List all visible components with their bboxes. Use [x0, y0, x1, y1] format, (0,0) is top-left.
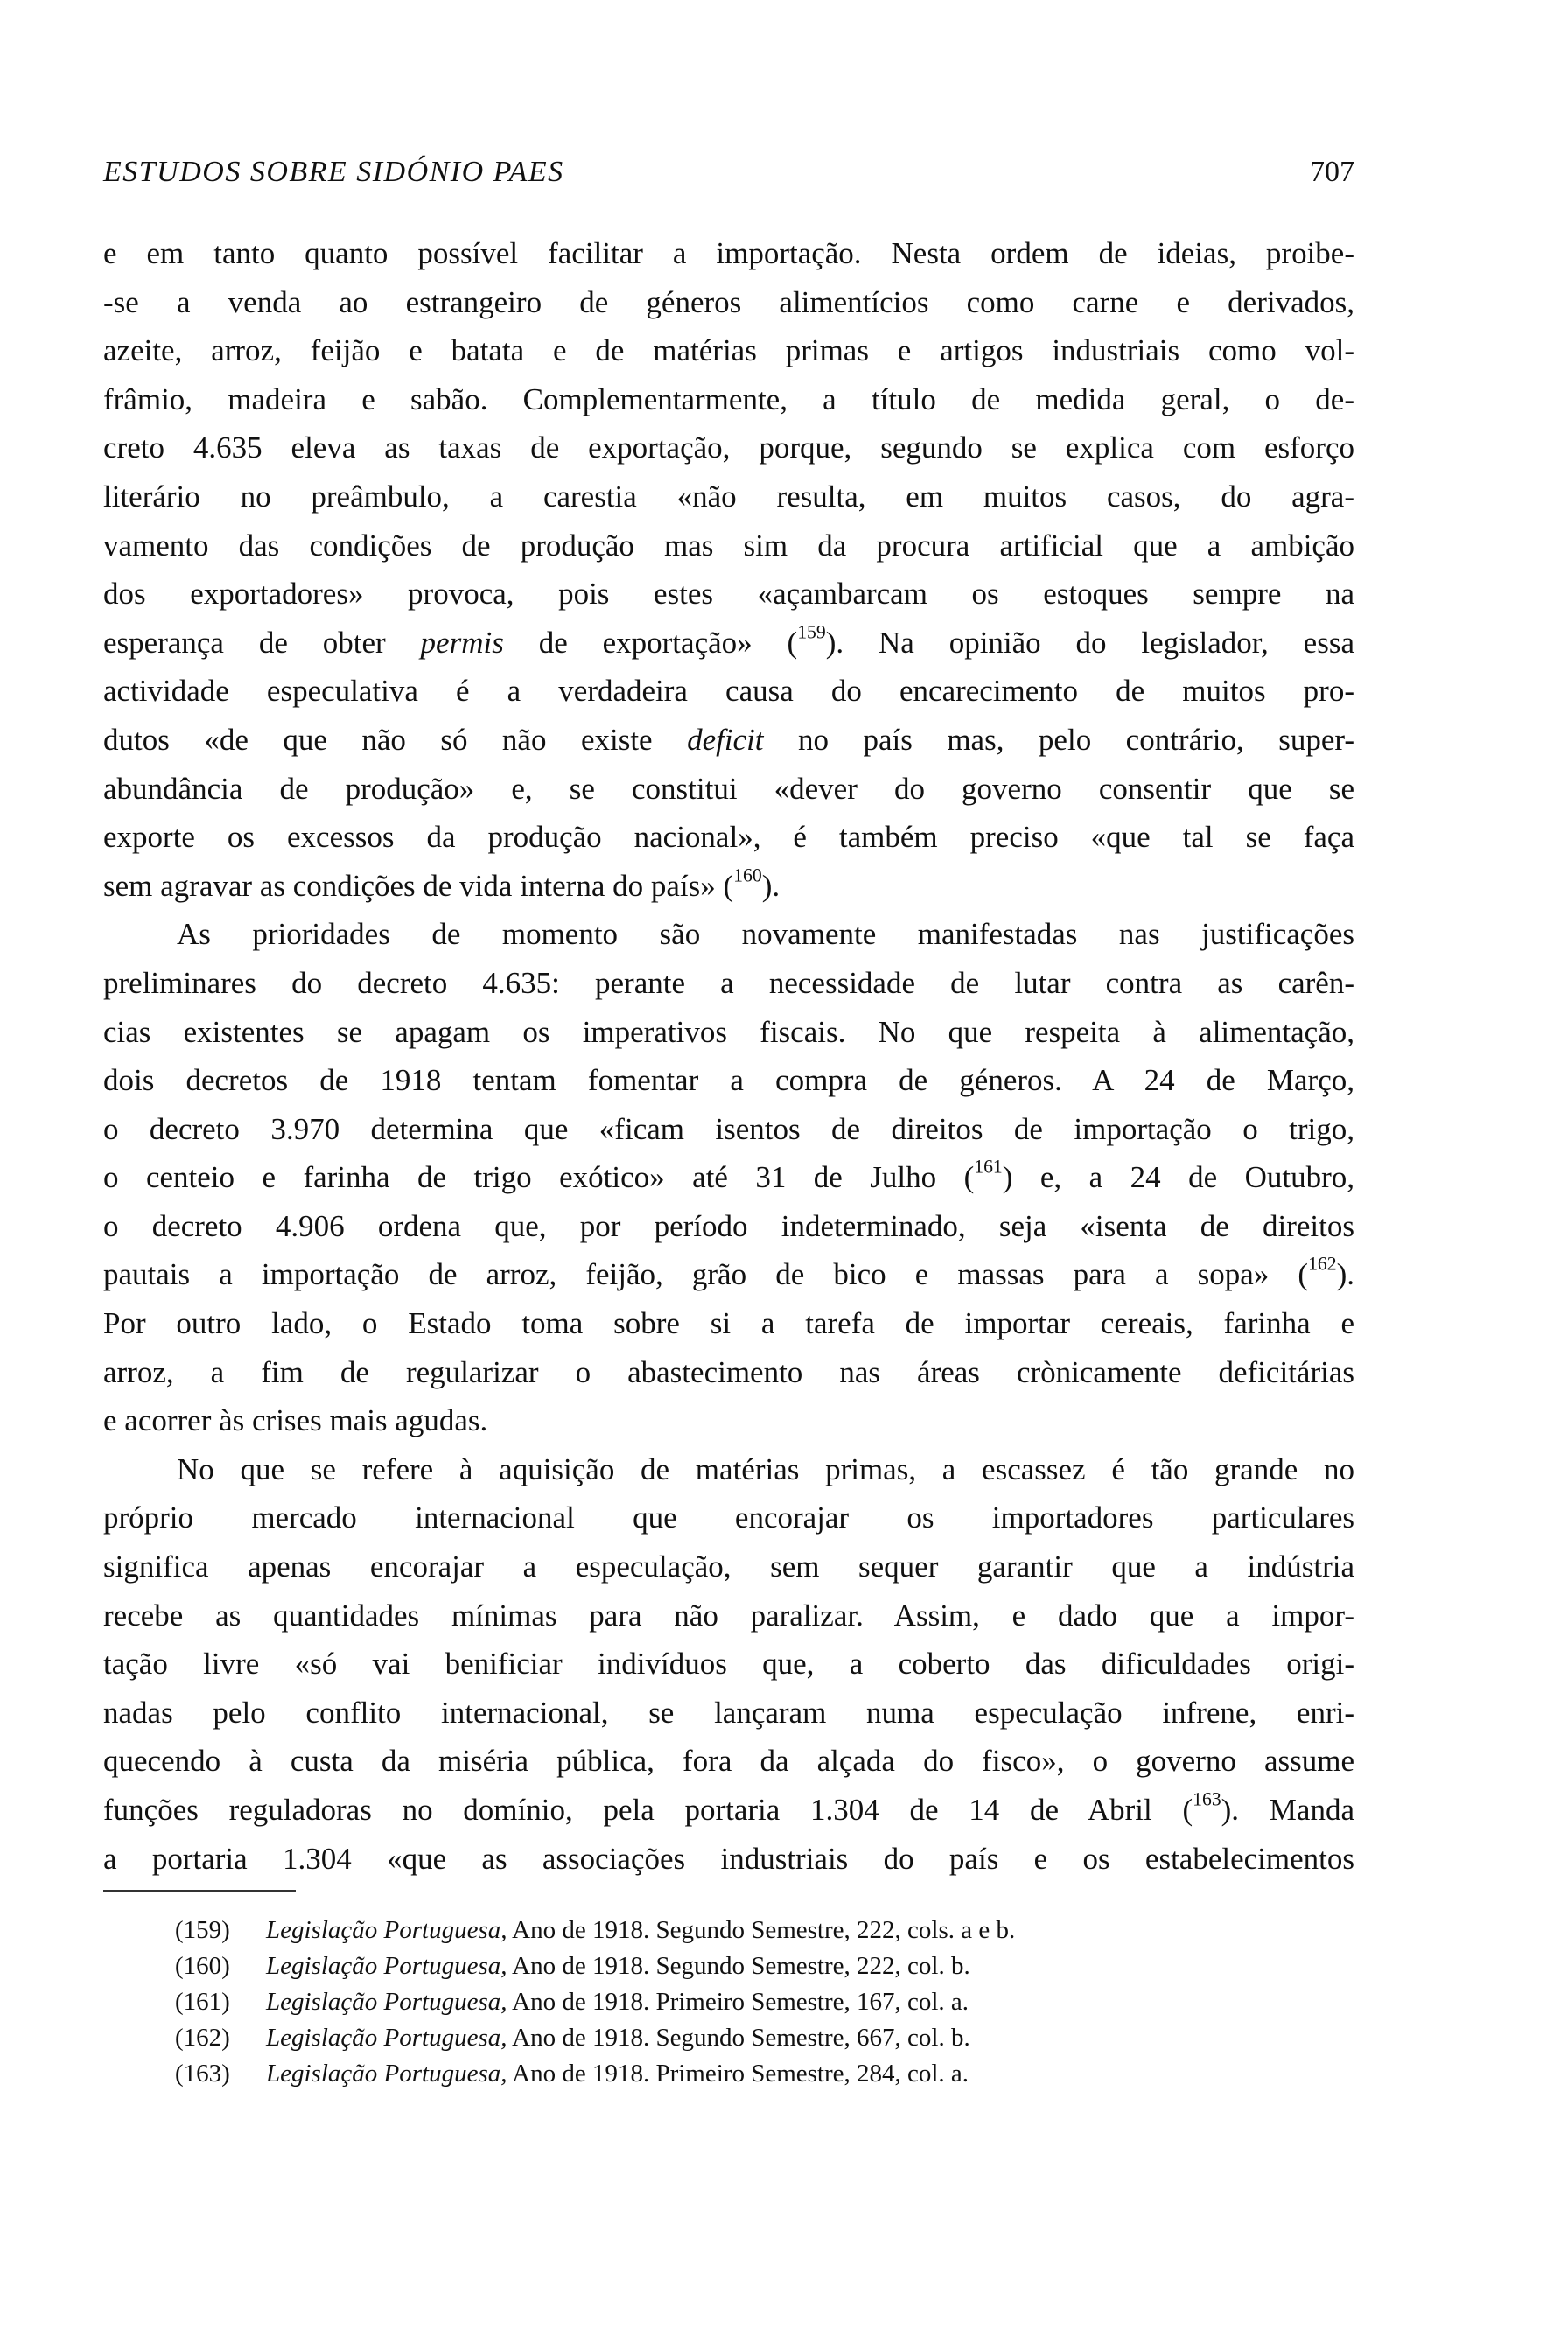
page-number: 707	[1310, 156, 1354, 188]
text-line: o decreto 4.906 ordena que, por período indeterminado, seja «isenta de direitos	[103, 1208, 1354, 1243]
text-line: exporte os excessos da produção nacional», é também preciso «que tal se faça	[103, 820, 1354, 855]
footnote-ref: 161	[974, 1157, 1003, 1178]
footnote	[175, 1948, 1312, 1984]
footnote-number: (160)	[175, 1952, 230, 1980]
footnote-divider	[103, 1890, 296, 1892]
text-line: recebe as quantidades mínimas para não paralizar. Assim, e dado que a impor-	[103, 1598, 1354, 1633]
text-line: quecendo à custa da miséria pública, fora da alçada do fisco», o governo assume	[103, 1744, 1354, 1779]
text-line: literário no preâmbulo, a carestia «não resulta, em muitos casos, do agra-	[103, 479, 1354, 514]
text-line: e em tanto quanto possível facilitar a importação. Nesta ordem de ideias, proibe-	[103, 236, 1354, 270]
footnote	[175, 2020, 1312, 2056]
footnote-source: Legislação Portuguesa,	[266, 1916, 508, 1944]
italic-term: permis	[420, 625, 504, 660]
text-line: As prioridades de momento são novamente manifestadas nas justificações	[177, 917, 1354, 952]
footnote-ref: 163	[1193, 1788, 1222, 1810]
running-header	[103, 150, 1354, 194]
footnote-ref: 160	[733, 864, 762, 886]
text-line: Por outro lado, o Estado toma sobre si a tarefa de importar cereais, farinha e	[103, 1306, 1354, 1341]
footnote-text: Ano de 1918. Primeiro Semestre, 167, col. a.	[507, 1988, 970, 2016]
footnotes	[175, 1913, 1312, 2092]
text-line: o centeio e farinha de trigo exótico» até 31 de Julho ($^{161}$) e, a 24 de Outubro,	[103, 1157, 1354, 1195]
footnote-source: Legislação Portuguesa,	[266, 2024, 508, 2052]
italic-term: deficit	[687, 722, 764, 757]
text-line: creto 4.635 eleva as taxas de exportação, porque, segundo se explica com esforço	[103, 430, 1354, 465]
footnote-number: (163)	[175, 2060, 230, 2088]
text-line: o decreto 3.970 determina que «ficam isentos de direitos de importação o trigo,	[103, 1111, 1354, 1146]
text-line: pautais a importação de arroz, feijão, grão de bico e massas para a sopa» ($^{162}$).	[103, 1254, 1354, 1292]
text-line: frâmio, madeira e sabão. Complementarmente, a título de medida geral, o de-	[103, 381, 1354, 416]
text-line: -se a venda ao estrangeiro de géneros alimentícios como carne e derivados,	[103, 284, 1354, 319]
footnote-source: Legislação Portuguesa,	[266, 1988, 508, 2016]
text-line: abundância de produção» e, se constitui «dever do governo consentir que se	[103, 771, 1354, 806]
footnote	[175, 1984, 1312, 2020]
footnote	[175, 1913, 1312, 1948]
footnote-text: Ano de 1918. Segundo Semestre, 222, cols. a e b.	[507, 1916, 1016, 1944]
running-title: ESTUDOS SOBRE SIDÓNIO PAES	[103, 156, 564, 188]
text-line: sem agravar as condições de vida interna do país» ($^{160}$).	[103, 864, 780, 903]
footnote-text: Ano de 1918. Segundo Semestre, 222, col. b.	[507, 1952, 970, 1980]
text-line: tação livre «só vai benificiar indivíduos que, a coberto das dificuldades origi-	[103, 1647, 1354, 1682]
text-line: azeite, arroz, feijão e batata e de matérias primas e artigos industriais como vol-	[103, 333, 1354, 368]
footnote-number: (159)	[175, 1916, 230, 1944]
text-line: No que se refere à aquisição de matérias primas, a escassez é tão grande no	[177, 1451, 1354, 1486]
text-line: vamento das condições de produção mas sim da procura artificial que a ambição	[103, 528, 1354, 563]
footnote-text: Ano de 1918. Segundo Semestre, 667, col. b.	[507, 2024, 970, 2052]
text-line: dos exportadores» provoca, pois estes «açambarcam os estoques sempre na	[103, 577, 1354, 612]
text-line: cias existentes se apagam os imperativos fiscais. No que respeita à alimentação,	[103, 1014, 1354, 1049]
text-line: próprio mercado internacional que encorajar os importadores particulares	[103, 1500, 1354, 1535]
text-line: e acorrer às crises mais agudas.	[103, 1403, 488, 1438]
text-line: dois decretos de 1918 tentam fomentar a compra de géneros. A 24 de Março,	[103, 1063, 1354, 1098]
text-line: arroz, a fim de regularizar o abastecimento nas áreas crònicamente deficitárias	[103, 1354, 1354, 1389]
text-line: funções reguladoras no domínio, pela portaria 1.304 de 14 de Abril ($^{163}$). Manda	[103, 1788, 1354, 1827]
footnote-ref: 162	[1308, 1254, 1337, 1276]
footnote	[175, 2056, 1312, 2092]
footnote-number: (161)	[175, 1988, 230, 2016]
footnote-source: Legislação Portuguesa,	[266, 1952, 508, 1980]
footnote-source: Legislação Portuguesa,	[266, 2060, 508, 2088]
text-line: dutos «de que não só não existe deficit no país mas, pelo contrário, super-	[103, 722, 1354, 757]
text-line: esperança de obter permis de exportação» ($^{159}$). Na opinião do legislador, essa	[103, 621, 1354, 660]
text-line: nadas pelo conflito internacional, se lançaram numa especulação infrene, enri-	[103, 1695, 1354, 1730]
text-line: actividade especulativa é a verdadeira causa do encarecimento de muitos pro-	[103, 674, 1354, 709]
text-line: preliminares do decreto 4.635: perante a necessidade de lutar contra as carên-	[103, 965, 1354, 1000]
footnote-text: Ano de 1918. Primeiro Semestre, 284, col. a.	[507, 2060, 970, 2088]
text-line: significa apenas encorajar a especulação, sem sequer garantir que a indústria	[103, 1549, 1354, 1584]
footnote-number: (162)	[175, 2024, 230, 2052]
footnote-ref: 159	[797, 621, 826, 643]
text-line: a portaria 1.304 «que as associações industriais do país e os estabelecimentos	[103, 1841, 1354, 1876]
body-text	[103, 229, 1354, 1883]
